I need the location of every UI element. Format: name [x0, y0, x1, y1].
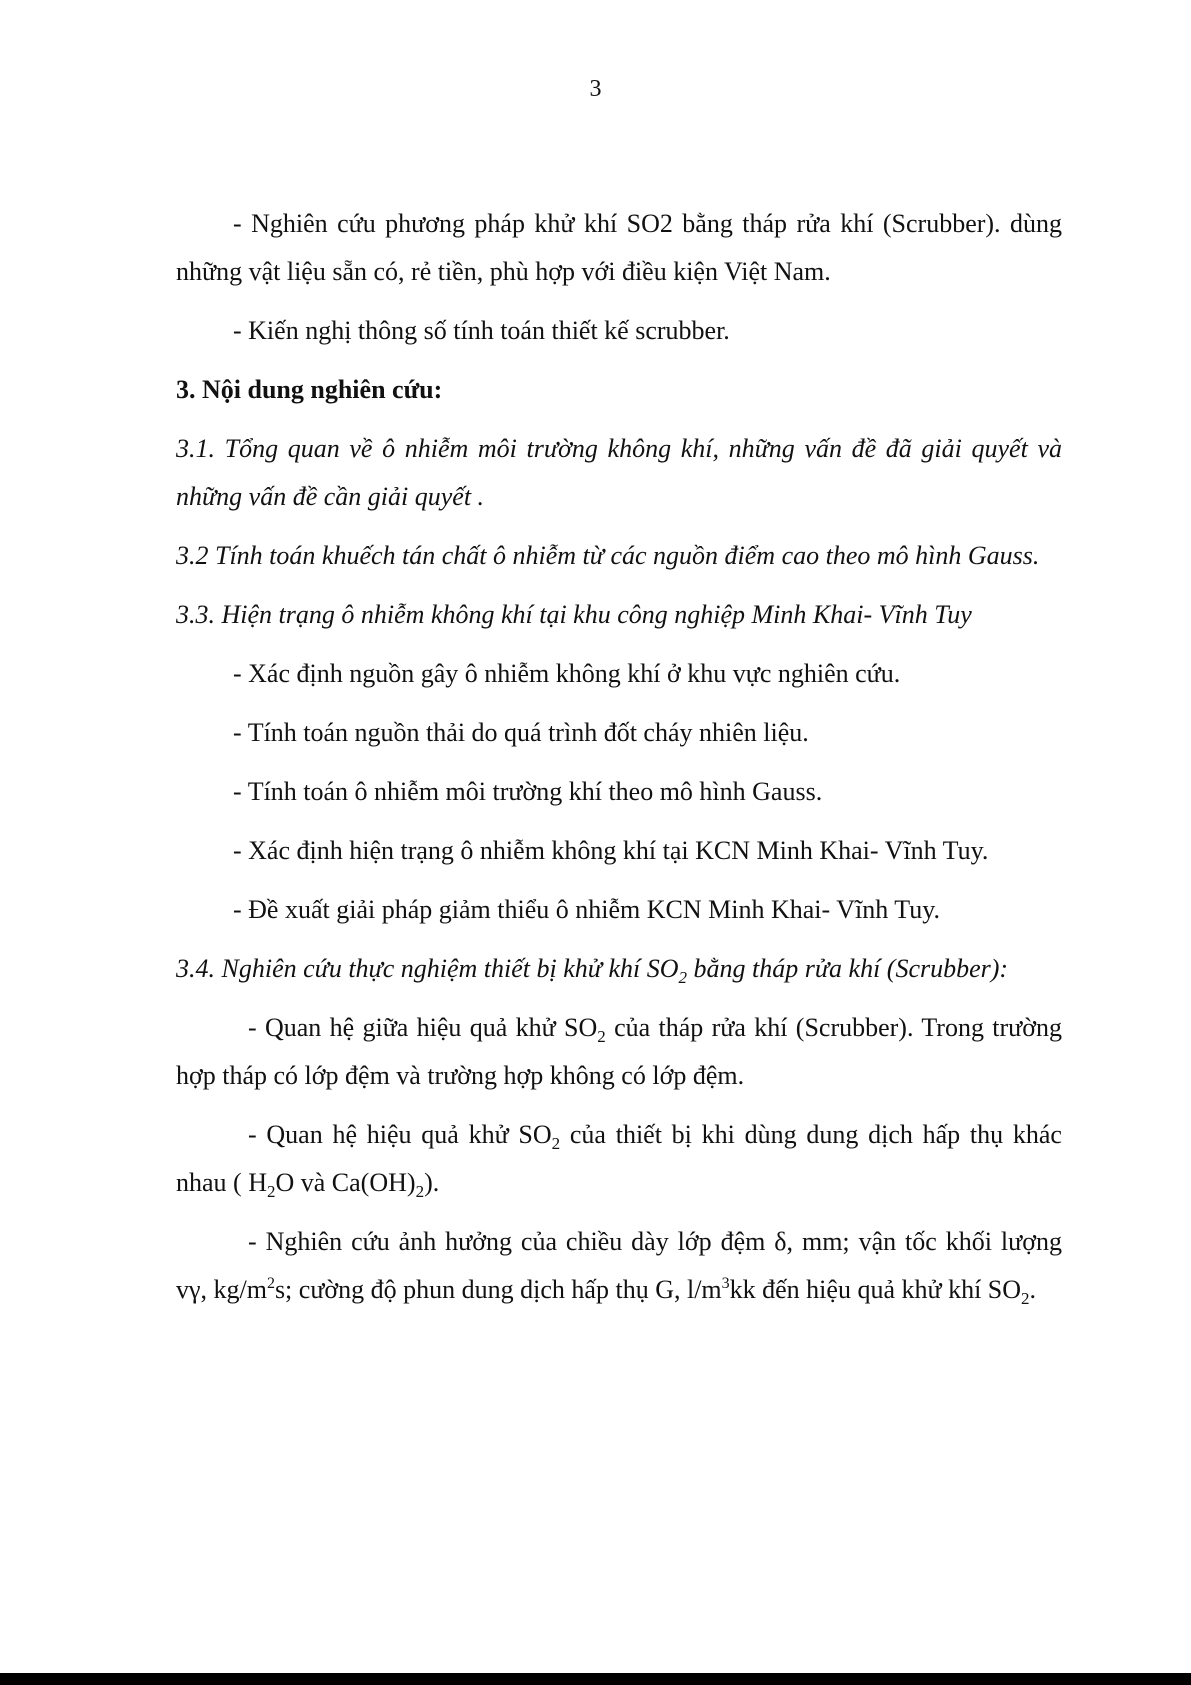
- relation-2-text-c: O và Ca(OH): [275, 1168, 416, 1197]
- relation-2-subscript-1: 2: [551, 1134, 561, 1153]
- bullet-5: - Đề xuất giải pháp giảm thiểu ô nhiễm KCN Minh Khai- Vĩnh Tuy.: [233, 895, 941, 924]
- relation-paragraph-1: [176, 1004, 1062, 1100]
- relation-paragraph-2: [176, 1111, 1062, 1207]
- bullet-1: - Xác định nguồn gây ô nhiễm không khí ở khu vực nghiên cứu.: [233, 659, 901, 688]
- relation-1-text-b: của tháp rửa khí (Scrubber). Trong trường hợp tháp có lớp đệm và trường hợp không có lớp đệm.: [176, 1013, 1062, 1090]
- objective-paragraph-2: - Kiến nghị thông số tính toán thiết kế scrubber.: [233, 316, 730, 345]
- relation-2-text-b: của thiết bị khi dùng dung dịch hấp thụ khác nhau ( H: [176, 1120, 1062, 1197]
- subsection-3-4-text-a: 3.4. Nghiên cứu thực nghiệm thiết bị khử khí SO: [176, 954, 679, 983]
- relation-1-text-a: - Quan hệ giữa hiệu quả khử SO: [248, 1013, 598, 1042]
- relation-1-subscript: 2: [597, 1027, 606, 1046]
- scan-bottom-edge: [0, 1673, 1191, 1685]
- subsection-3-2: 3.2 Tính toán khuếch tán chất ô nhiễm từ các nguồn điểm cao theo mô hình Gauss.: [176, 541, 1040, 570]
- document-body: [176, 200, 1062, 1325]
- relation-2-text-a: - Quan hệ hiệu quả khử SO: [248, 1120, 552, 1149]
- relation-3-text-a: - Nghiên cứu ảnh hưởng của chiều dày lớp đệm δ, mm; vận tốc khối lượng vγ, kg/m: [176, 1227, 1062, 1304]
- relation-paragraph-3: [176, 1218, 1062, 1314]
- relation-2-subscript-2: 2: [266, 1182, 276, 1201]
- relation-3-text-d: .: [1029, 1275, 1037, 1304]
- subsection-3-4-subscript: 2: [678, 968, 688, 987]
- bullet-4: - Xác định hiện trạng ô nhiễm không khí tại KCN Minh Khai- Vĩnh Tuy.: [233, 836, 989, 865]
- subsection-3-3: 3.3. Hiện trạng ô nhiễm không khí tại khu công nghiệp Minh Khai- Vĩnh Tuy: [176, 600, 972, 629]
- relation-3-text-c: kk đến hiệu quả khử khí SO: [729, 1275, 1022, 1304]
- page-number: 3: [589, 76, 602, 102]
- subsection-3-4: [176, 945, 1062, 993]
- section-heading: 3. Nội dung nghiên cứu:: [176, 375, 443, 404]
- relation-3-superscript-1: 2: [266, 1275, 275, 1292]
- subsection-3-1: 3.1. Tổng quan về ô nhiễm môi trường không khí, những vấn đề đã giải quyết và những vấn đề cần giải quyết .: [176, 434, 1062, 511]
- subsection-3-4-text-b: bằng tháp rửa khí (Scrubber):: [687, 954, 1009, 983]
- objective-paragraph-1: - Nghiên cứu phương pháp khử khí SO2 bằng tháp rửa khí (Scrubber). dùng những vật liệu sẵn có, rẻ tiền, phù hợp với điều kiện Việt Nam.: [176, 209, 1062, 286]
- relation-3-text-b: s; cường độ phun dung dịch hấp thụ G, l/m: [274, 1275, 722, 1304]
- relation-3-superscript-2: 3: [721, 1275, 730, 1292]
- bullet-3: - Tính toán ô nhiễm môi trường khí theo mô hình Gauss.: [233, 777, 823, 806]
- relation-3-subscript: 2: [1021, 1289, 1030, 1308]
- relation-2-subscript-3: 2: [415, 1182, 425, 1201]
- bullet-2: - Tính toán nguồn thải do quá trình đốt cháy nhiên liệu.: [233, 718, 809, 747]
- relation-2-text-d: ).: [424, 1168, 440, 1197]
